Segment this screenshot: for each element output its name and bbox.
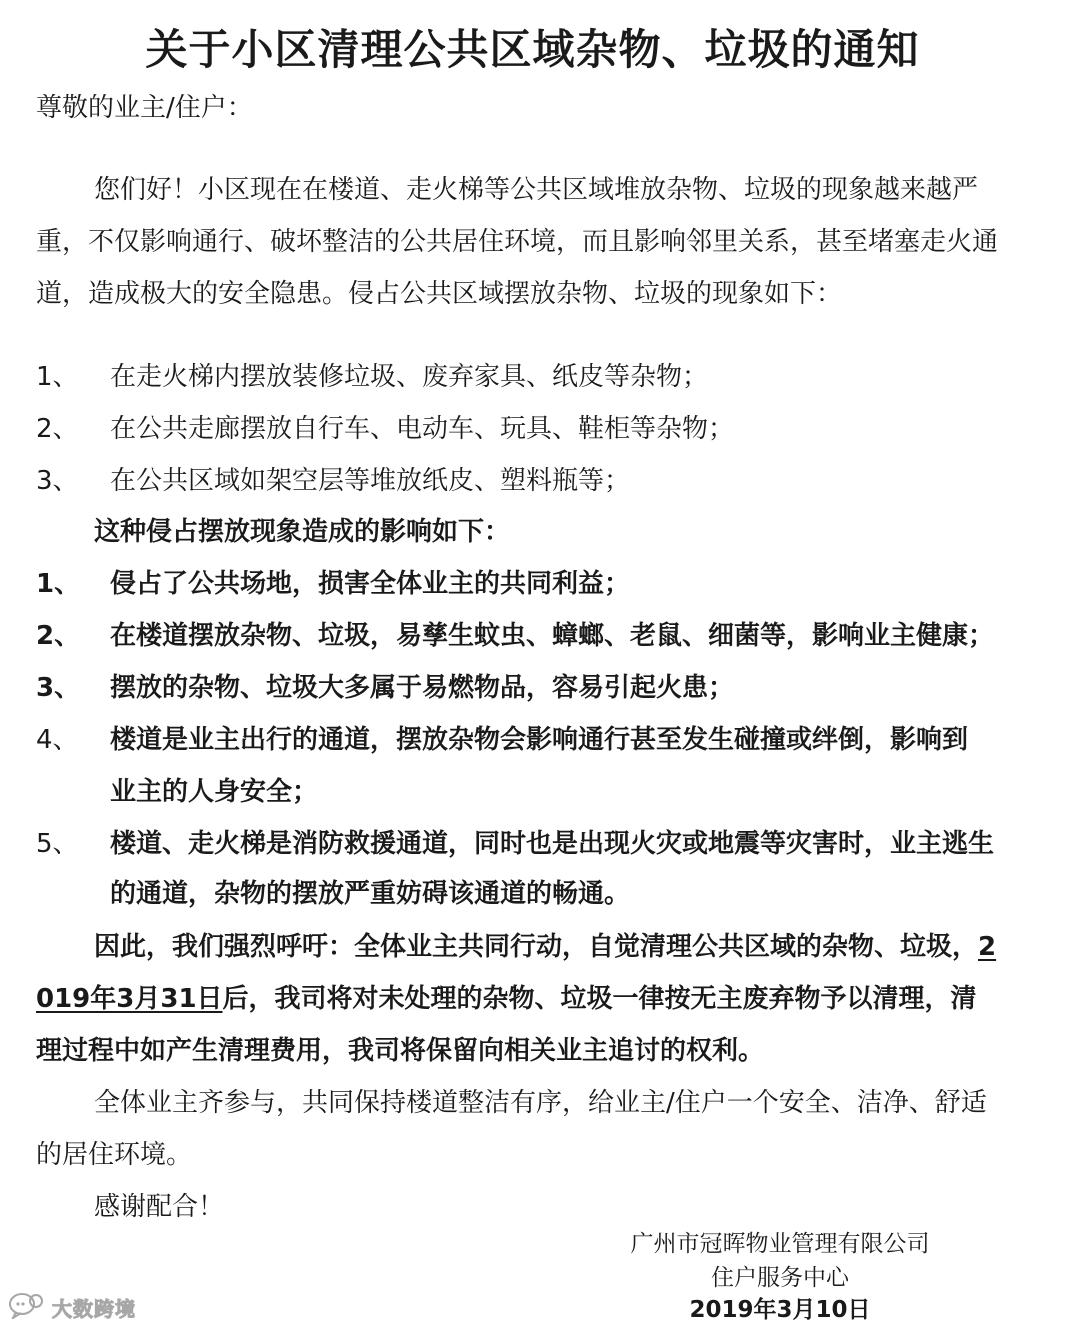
- speech-bubble-logo-icon: [8, 1291, 48, 1323]
- list-item-text: 在公共走廊摆放自行车、电动车、玩具、鞋柜等杂物；: [110, 414, 735, 444]
- conclusion-line-1: [94, 927, 996, 967]
- conclusion-line-2: [36, 979, 977, 1019]
- notice-date: 2019年3月10日: [689, 1297, 871, 1323]
- watermark-text: 大数跨境: [52, 1296, 136, 1321]
- intro-line-3: 道，造成极大的安全隐患。侵占公共区域摆放杂物、垃圾的现象如下：: [36, 279, 843, 309]
- list-item-text: 侵占了公共场地，损害全体业主的共同利益；: [110, 569, 631, 599]
- department-name: 住户服务中心: [711, 1265, 849, 1291]
- list-item-number: 2、: [36, 414, 79, 444]
- conclusion-line-3: 理过程中如产生清理费用，我司将保留向相关业主追讨的权利。: [36, 1036, 765, 1066]
- notice-title: 关于小区清理公共区域杂物、垃圾的通知: [145, 25, 920, 74]
- list-item-number: 3、: [36, 673, 81, 703]
- watermark: [8, 1290, 136, 1324]
- conclusion-text: 因此，我们强烈呼吁：全体业主共同行动，自觉清理公共区域的杂物、垃圾，: [94, 932, 979, 962]
- list-item-text: 楼道、走火梯是消防救援通道，同时也是出现火灾或地震等灾害时，业主逃生: [110, 829, 995, 859]
- list-item-text-continued: 的通道，杂物的摆放严重妨碍该通道的畅通。: [110, 879, 631, 909]
- list-item-number: 2、: [36, 621, 81, 651]
- thanks-text: 感谢配合！: [94, 1192, 225, 1222]
- list-item-text: 在走火梯内摆放装修垃圾、废弃家具、纸皮等杂物；: [110, 362, 709, 392]
- salutation: 尊敬的业主/住户：: [36, 93, 253, 123]
- list-item-number: 3、: [36, 466, 79, 496]
- closing-line-2: 的居住环境。: [36, 1140, 193, 1170]
- company-name: 广州市冠晖物业管理有限公司: [630, 1231, 930, 1257]
- deadline-date: 019年3月31日: [36, 984, 223, 1014]
- list-item-text: 在楼道摆放杂物、垃圾，易孳生蚊虫、蟑螂、老鼠、细菌等，影响业主健康；: [110, 621, 995, 651]
- list-item-number: 1、: [36, 362, 79, 392]
- list-item-number: 5、: [36, 829, 79, 859]
- list-item-text: 在公共区域如架空层等堆放纸皮、塑料瓶等；: [110, 466, 631, 496]
- list-item-text: 楼道是业主出行的通道，摆放杂物会影响通行甚至发生碰撞或绊倒，影响到: [110, 725, 969, 755]
- list-item-text: 摆放的杂物、垃圾大多属于易燃物品，容易引起火患；: [110, 673, 735, 703]
- deadline-date-part: 2: [978, 932, 997, 962]
- intro-line-2: 重，不仅影响通行、破坏整洁的公共居住环境，而且影响邻里关系，甚至堵塞走火通: [36, 227, 999, 257]
- conclusion-text: 后，我司将对未处理的杂物、垃圾一律按无主废弃物予以清理，清: [222, 984, 977, 1014]
- intro-line-1: 您们好！小区现在在楼道、走火梯等公共区域堆放杂物、垃圾的现象越来越严: [94, 175, 979, 205]
- impact-heading: 这种侵占摆放现象造成的影响如下：: [94, 517, 511, 547]
- list-item-number: 1、: [36, 569, 81, 599]
- list-item-number: 4、: [36, 725, 79, 755]
- list-item-text-continued: 业主的人身安全；: [110, 777, 319, 807]
- closing-line-1: 全体业主齐参与，共同保持楼道整洁有序，给业主/住户一个安全、洁净、舒适: [94, 1088, 987, 1118]
